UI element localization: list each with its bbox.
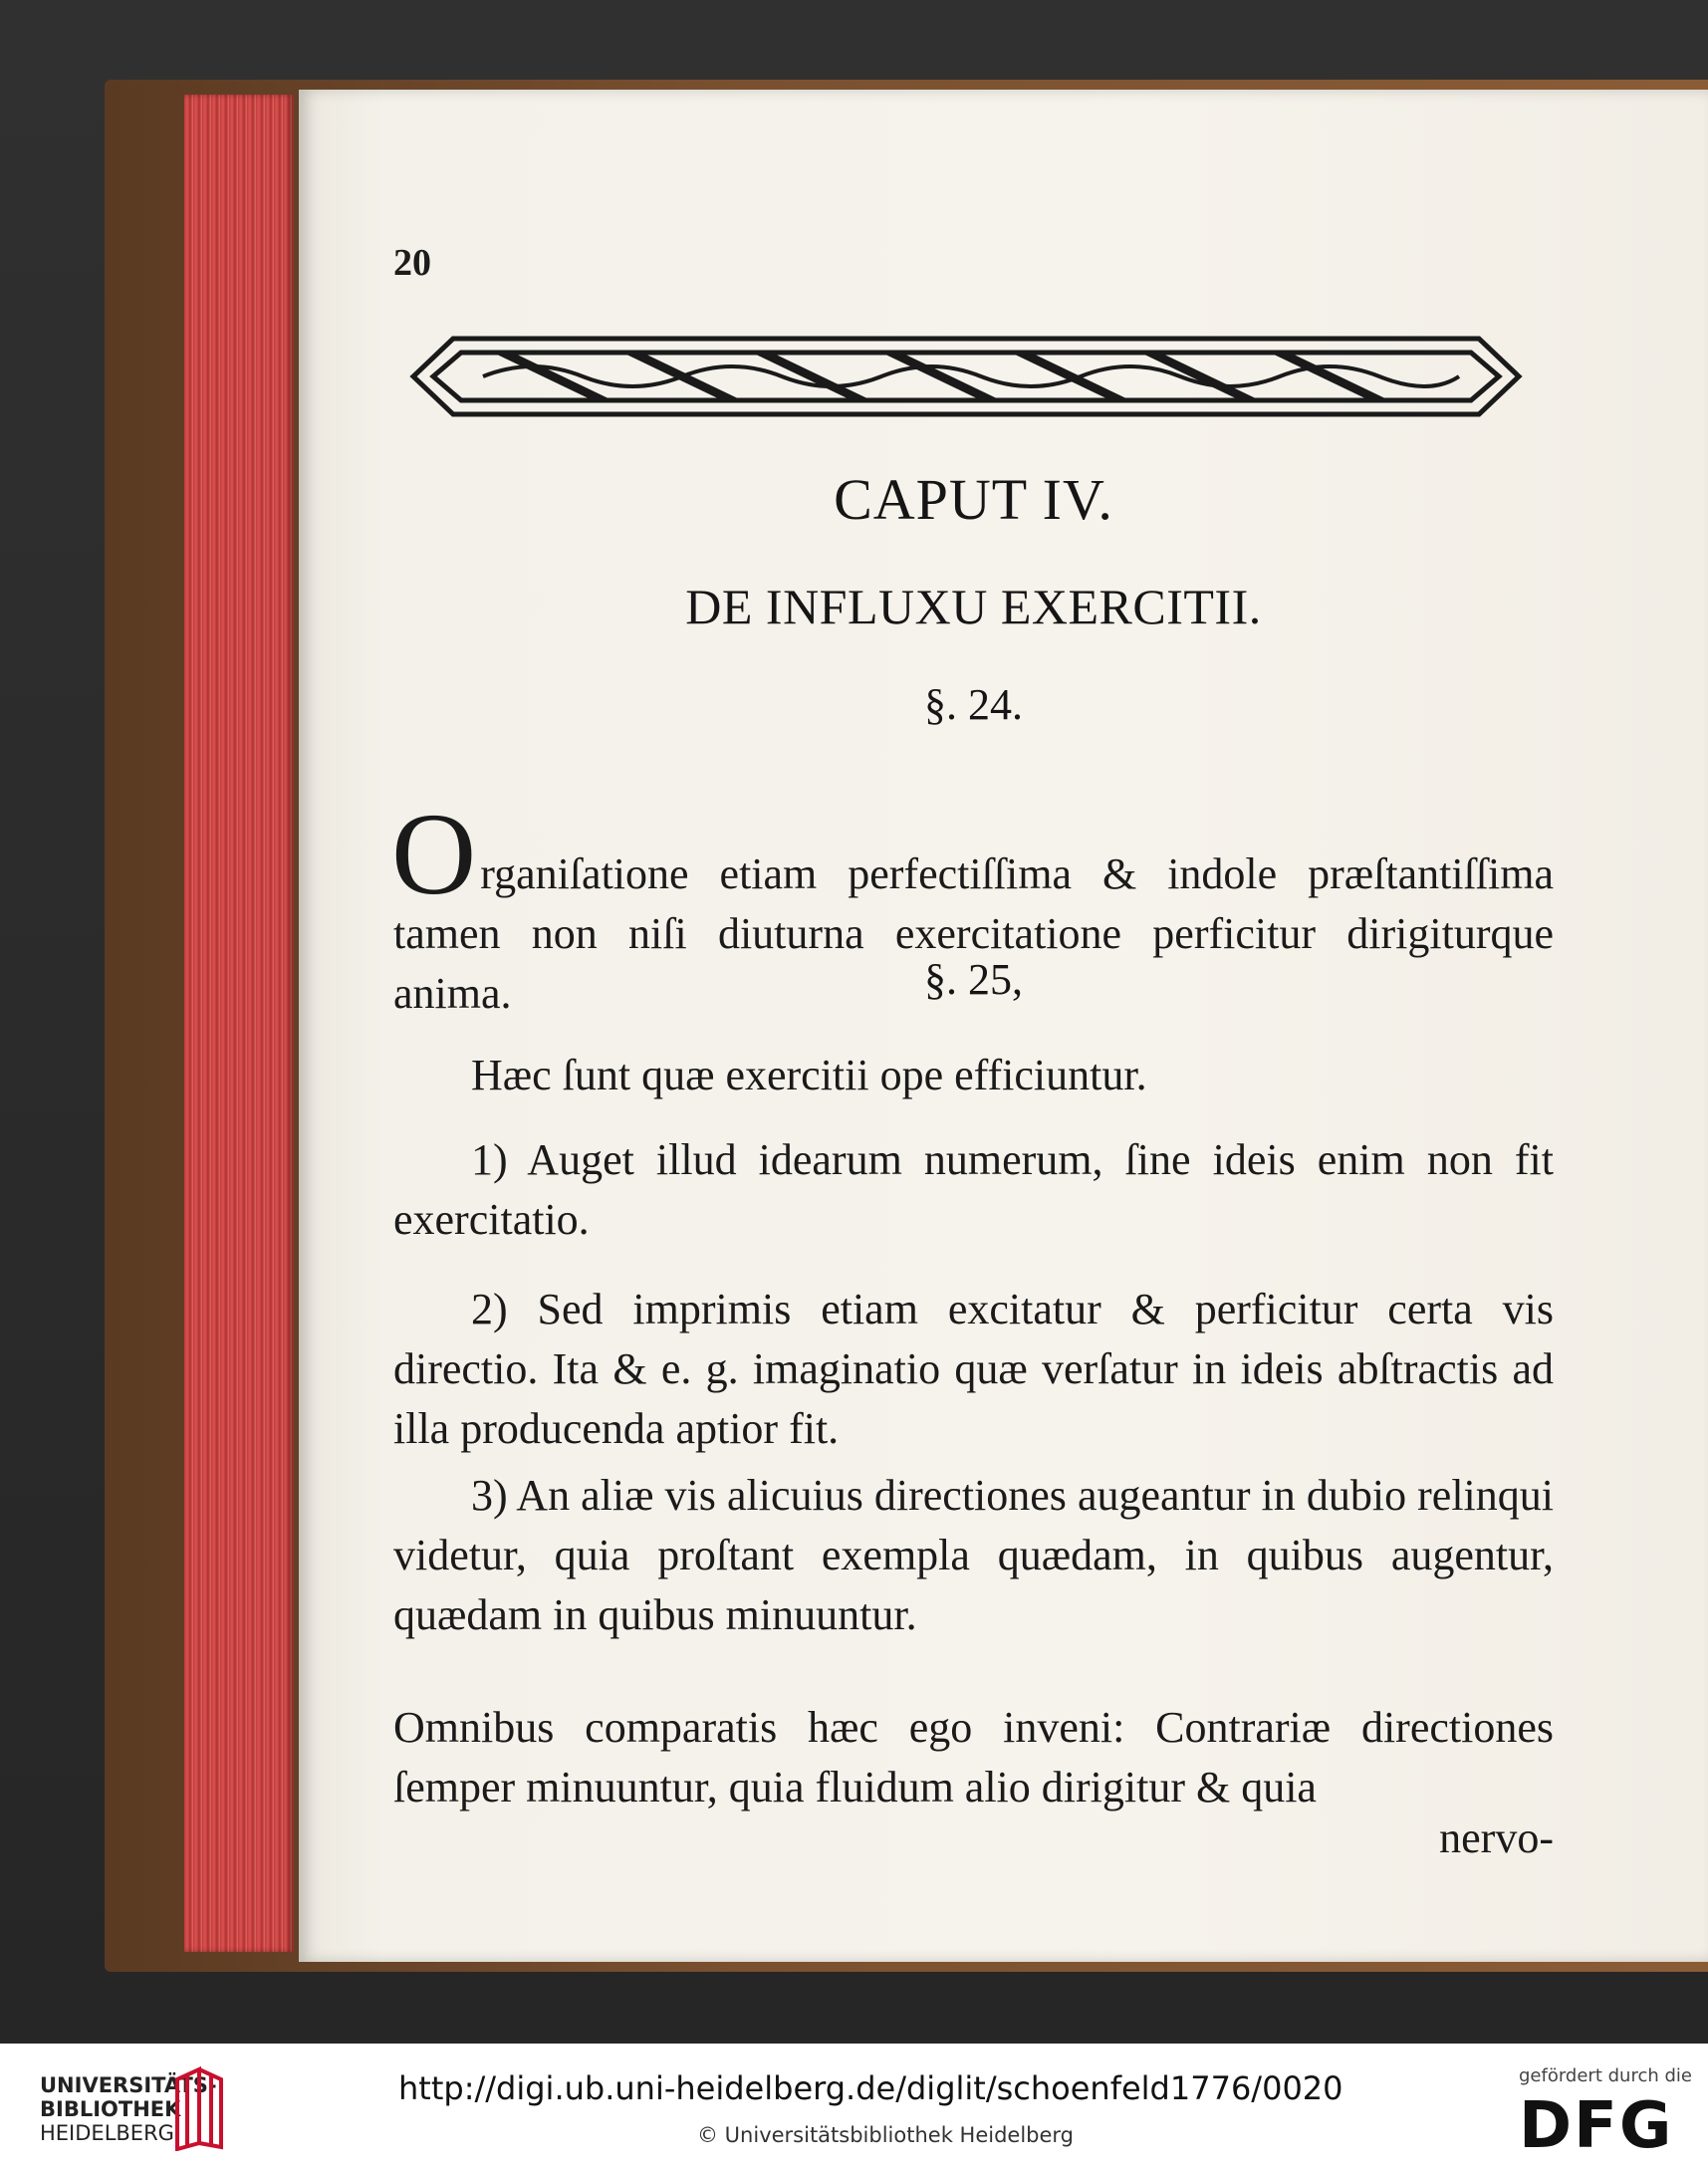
copyright-notice: © Universitätsbibliothek Heidelberg — [697, 2123, 1075, 2147]
library-logo-icon — [169, 2065, 229, 2151]
chapter-subtitle: DE INFLUXU EXERCITII. — [685, 579, 1262, 634]
paragraph-conclusion: Omnibus comparatis hæc ego inveni: Contrariæ directiones ſemper minuuntur, quia fluidum alio dirigitur & quia — [393, 1703, 1554, 1811]
section-heading-25: §. 25, — [924, 955, 1023, 1004]
dfg-logo: DFG — [1519, 2089, 1674, 2163]
ornament-band-icon — [393, 317, 1539, 436]
paragraph-point-1: 1) Auget illud idearum numerum, ſine ideis enim non fit exercitatio. — [393, 1135, 1554, 1244]
red-page-edges — [184, 95, 294, 1952]
paragraph-opening-text: rganiſatione etiam perfectiſſima & indole præſtantiſſima tamen non niſi diuturna exercitatione perficitur dirigiturque anima. — [393, 849, 1554, 1018]
library-name-line1: UNIVERSITÄTS- — [40, 2073, 217, 2097]
catchword: nervo- — [1439, 1813, 1554, 1862]
library-name-line3: HEIDELBERG — [40, 2121, 174, 2145]
library-name-line2: BIBLIOTHEK — [40, 2097, 181, 2121]
footer-bar — [0, 2044, 1708, 2170]
page-number: 20 — [393, 242, 431, 284]
chapter-title: CAPUT IV. — [834, 467, 1113, 532]
paragraph-point-3: 3) An aliæ vis alicuius directiones augeantur in dubio relinqui videtur, quia proſtant exempla quædam, in quibus augentur, quædam in quibus minuuntur. — [393, 1471, 1554, 1639]
paragraph-intro: Hæc ſunt quæ exercitii ope efficiuntur. — [471, 1051, 1147, 1099]
paragraph-point-2: 2) Sed imprimis etiam excitatur & perficitur certa vis directio. Ita & e. g. imaginatio quæ verſatur in ideis abſtractis ad illa producenda aptior fit. — [393, 1285, 1554, 1453]
drop-cap: O — [391, 789, 477, 919]
section-heading-24: §. 24. — [924, 680, 1023, 729]
funding-note: gefördert durch die — [1519, 2065, 1692, 2086]
permalink-url[interactable]: http://digi.ub.uni-heidelberg.de/diglit/schoenfeld1776/0020 — [398, 2069, 1343, 2107]
